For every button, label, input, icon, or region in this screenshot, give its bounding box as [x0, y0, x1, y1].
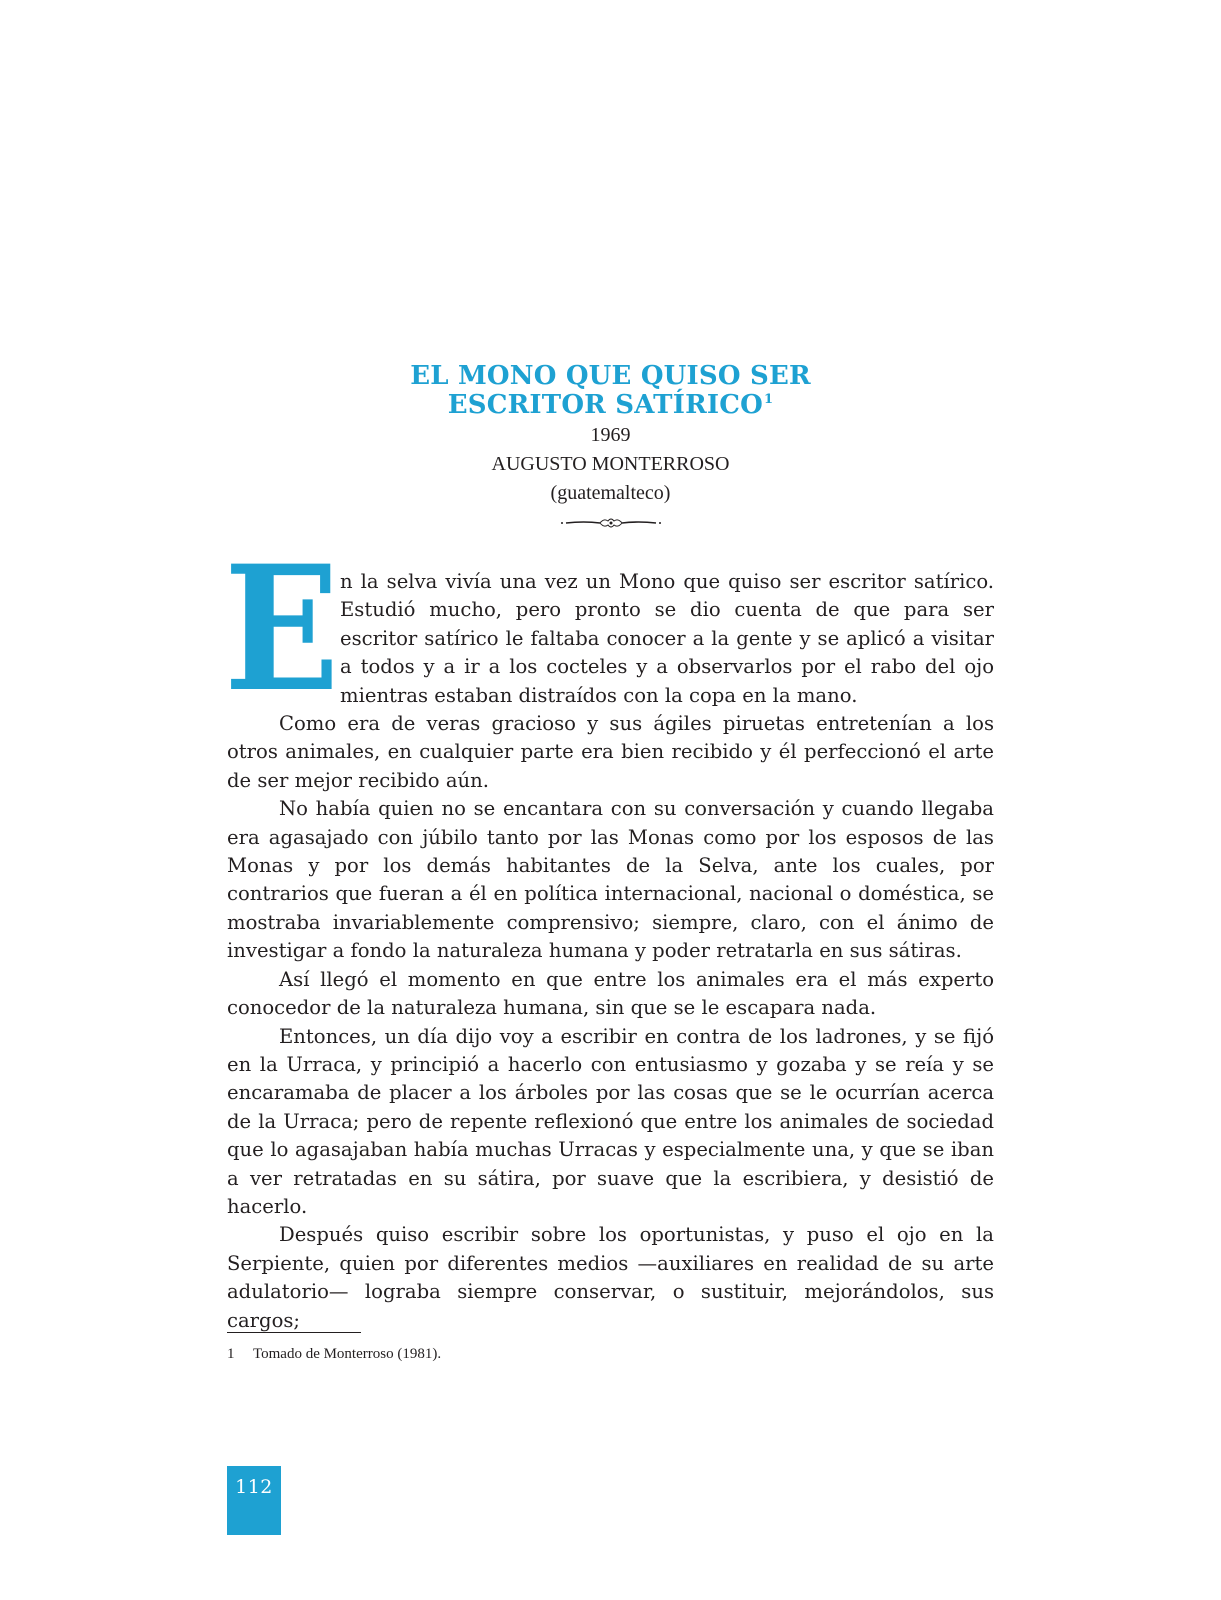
page-number-box — [227, 1466, 281, 1535]
title-footnote-marker: 1 — [764, 392, 774, 407]
footnote-text: Tomado de Monterroso (1981). — [253, 1346, 442, 1362]
paragraph — [224, 527, 994, 730]
drop-cap: E — [224, 527, 340, 730]
story-body — [224, 527, 994, 1335]
author-name: AUGUSTO MONTERROSO — [491, 453, 730, 475]
title-line-2-text: ESCRITOR SATÍRICO — [447, 390, 763, 420]
paragraph: Entonces, un día dijo voy a escribir en contra de los ladrones, y se fijó en la Urraca, y principió a hacerlo con entusiasmo y gozaba y se reía y se encaramaba de placer a los árboles por las cosas que se le ocurrían acerca de la Urraca; pero de repente reflexionó que entre los animales de sociedad que lo agasajaban había muchas Urracas y especialmente una, y que se iban a ver retratadas en su sátira, por suave que la escribiera, y desistió de hacerlo. — [227, 1024, 994, 1218]
footnote — [227, 1344, 441, 1364]
author-nationality: (guatemalteco) — [550, 482, 671, 504]
title-line-2 — [0, 391, 1221, 420]
publication-year: 1969 — [590, 424, 631, 446]
footnote-divider — [227, 1332, 361, 1333]
paragraph: Como era de veras gracioso y sus ágiles piruetas entretenían a los otros animales, en cualquier parte era bien recibido y él perfeccionó el arte de ser mejor recibido aún. — [227, 712, 994, 792]
title-line-1: EL MONO QUE QUISO SER — [410, 361, 811, 391]
title-block — [0, 362, 1221, 508]
footnote-number: 1 — [227, 1346, 235, 1362]
story-title — [0, 362, 1221, 420]
page-number: 112 — [235, 1476, 273, 1498]
decorative-flourish-icon — [560, 516, 662, 530]
paragraph: Así llegó el momento en que entre los animales era el más experto conocedor de la naturaleza humana, sin que se le escapara nada. — [227, 967, 994, 1020]
paragraph: Después quiso escribir sobre los oportunistas, y puso el ojo en la Serpiente, quien por diferentes medios —auxiliares en realidad de su arte adulatorio— lograba siempre conservar, o sustituir, mejorándolos, sus cargos; — [227, 1223, 994, 1332]
paragraph-text: n la selva vivía una vez un Mono que quiso ser escritor satírico. Estudió mucho, pero pronto se dio cuenta de que para ser escritor satírico le faltaba conocer a la gente y se aplicó a visitar a todos y a ir a los cocteles y a observarlos por el rabo del ojo mientras estaban distraídos con la copa en la mano. — [340, 570, 994, 707]
paragraph: No había quien no se encantara con su conversación y cuando llegaba era agasajado con júbilo tanto por las Monas como por los esposos de las Monas y por los demás habitantes de la Selva, ante los cuales, por contrarios que fueran a él en política internacional, nacional o doméstica, se mostraba invariablemente comprensivo; siempre, claro, con el ánimo de investigar a fondo la naturaleza humana y poder retratarla en sus sátiras. — [227, 797, 994, 963]
